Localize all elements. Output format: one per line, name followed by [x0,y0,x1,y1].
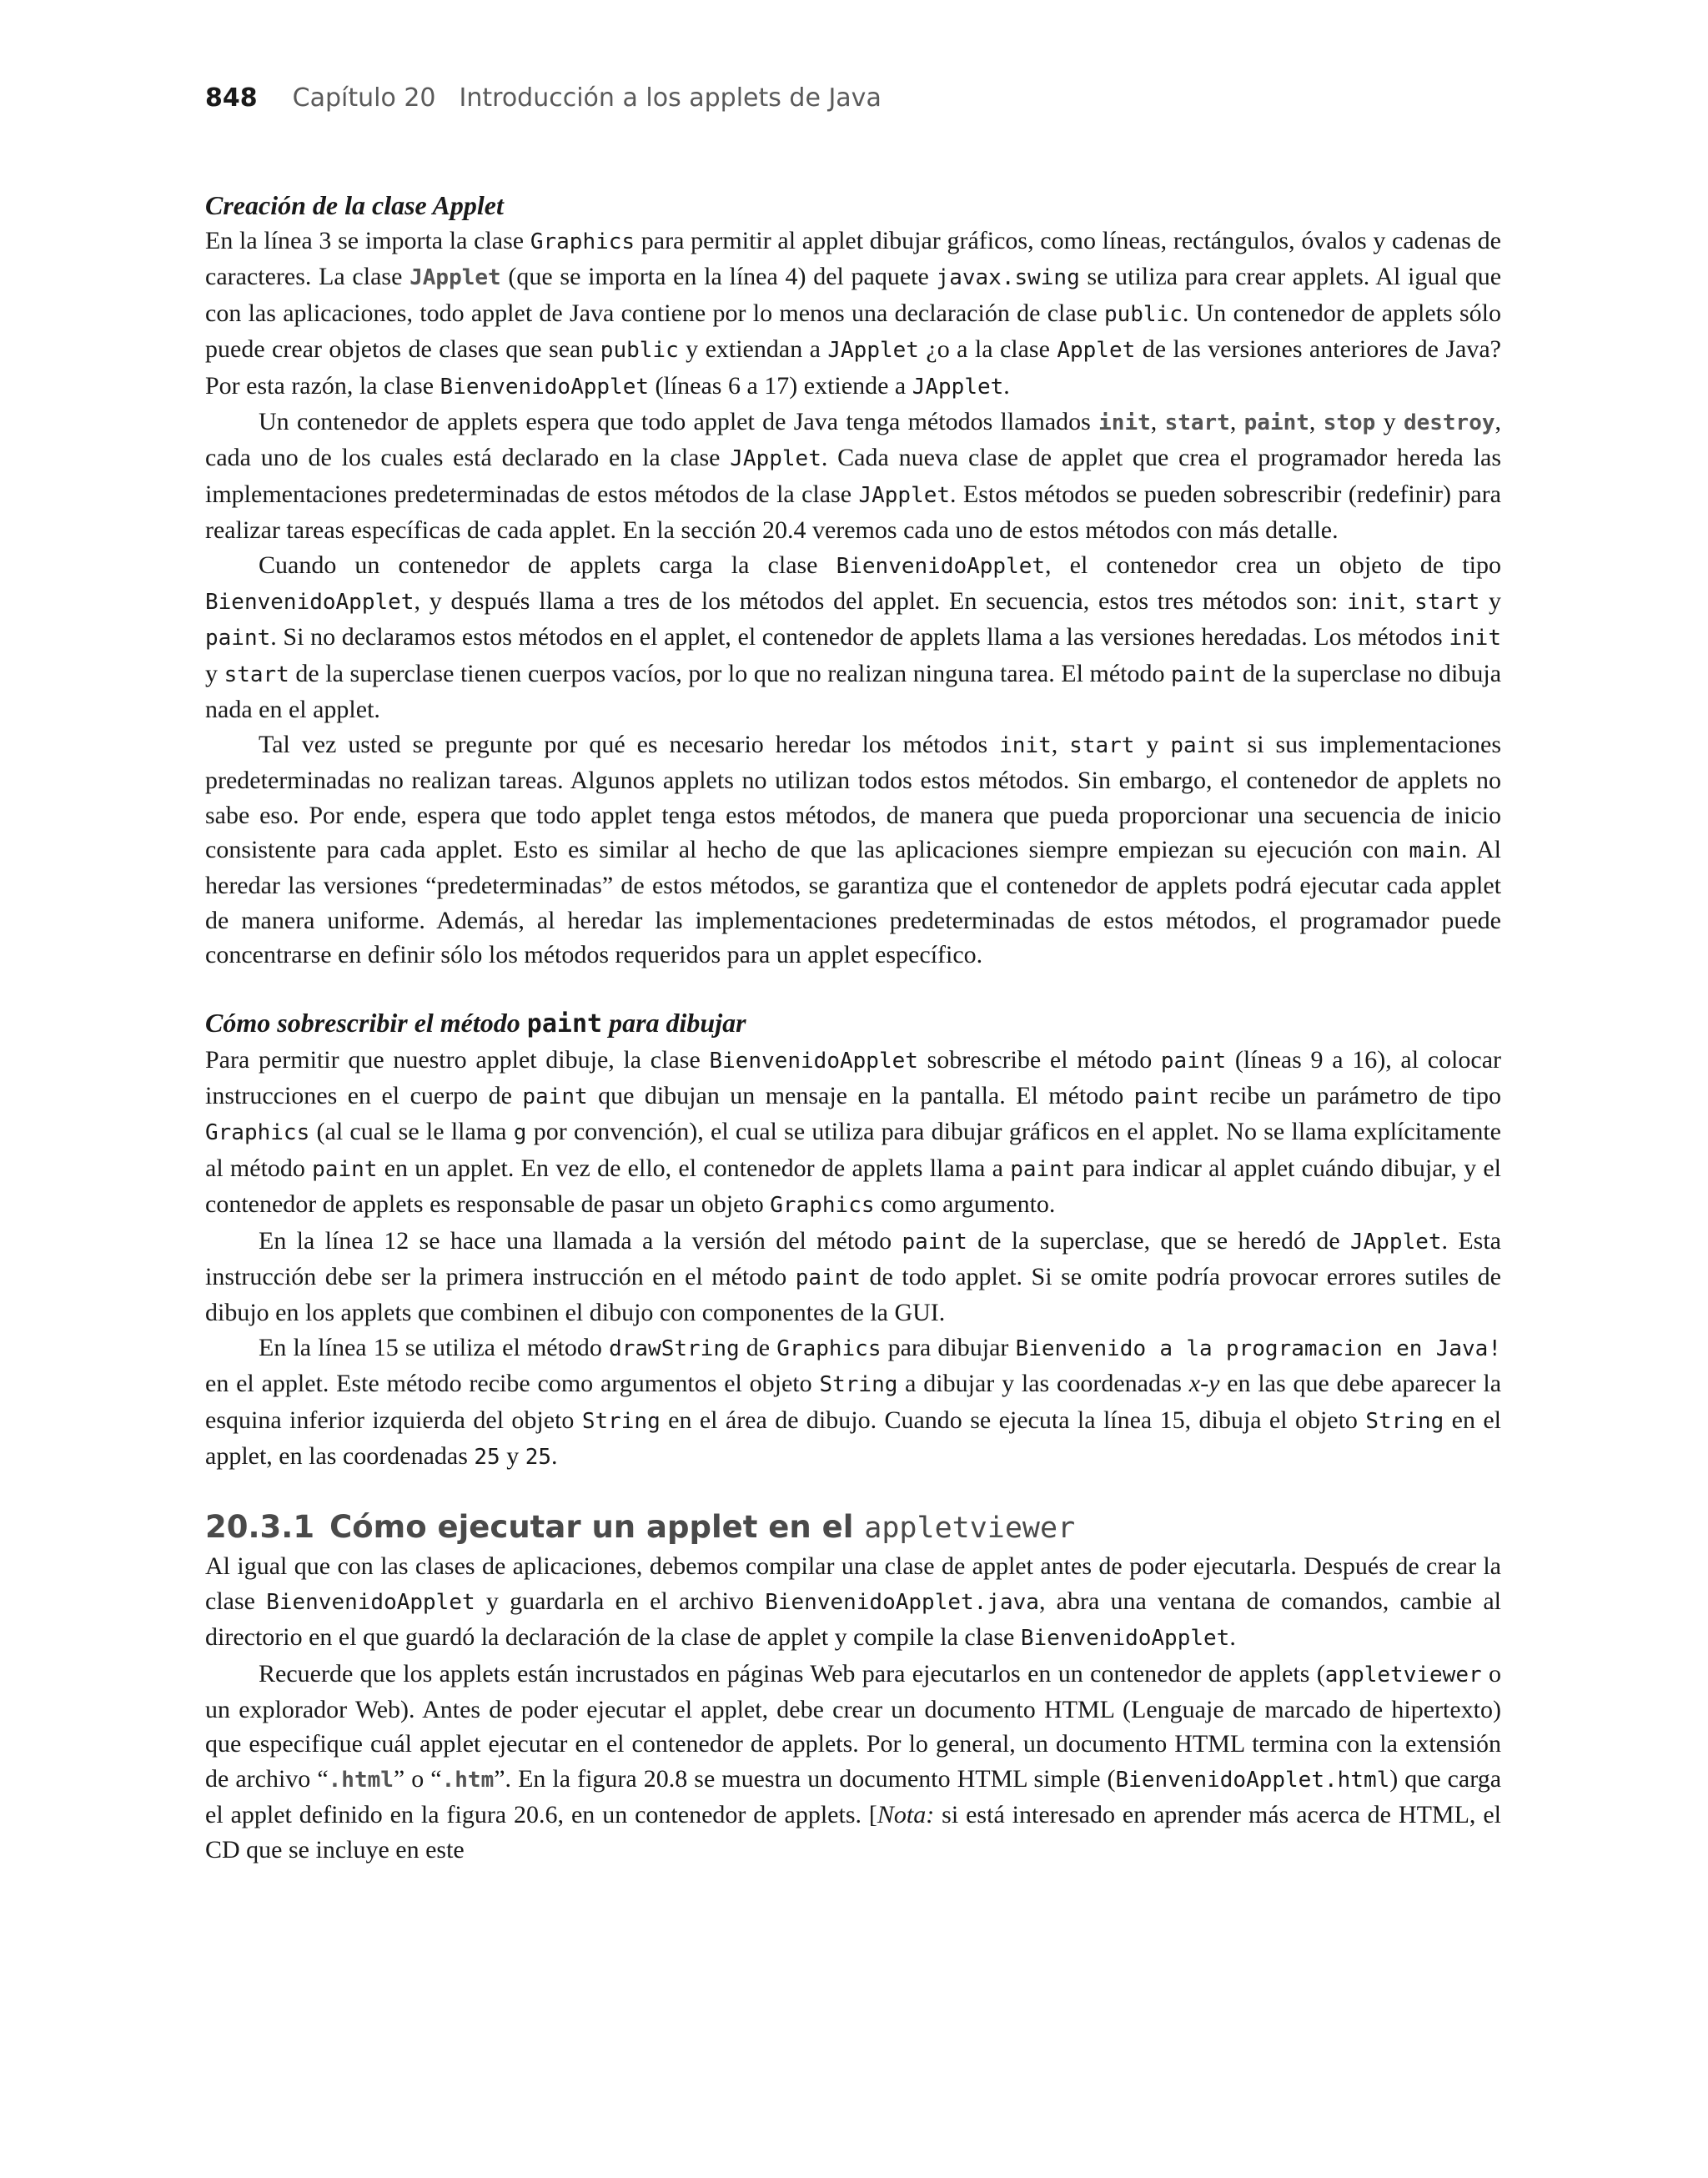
subsection-title-applet-class: Creación de la clase Applet [205,190,504,220]
page-number: 848 [205,83,258,113]
paragraph: Un contenedor de applets espera que todo applet de Java tenga métodos llamados init, start, paint, stop y destroy, cada uno de los cuales está declarado en la clase JApplet. Cada nueva clase de applet que crea el programador hereda las implementaciones predeterminadas de estos métodos de la clase JApplet. Estos métodos se pueden sobrescribir (redefinir) para realizar tareas específicas de cada applet. En la sección 20.4 veremos cada uno de estos métodos con más detalle. [205,408,1502,545]
paragraph: Al igual que con las clases de aplicaciones, debemos compilar una clase de applet antes de poder ejecutarla. Después de crear la clase BienvenidoApplet y guardarla en el archivo BienvenidoApplet.java, abra una ventana de comandos, cambie al directorio en el que guardó la declaración de la clase de applet y compile la clase BienvenidoApplet. [205,1552,1501,1652]
subsection-title-paint-method: Cómo sobrescribir el método paint para dibujar [205,1007,746,1039]
page-body [205,187,1501,1867]
section-heading-appletviewer: 20.3.1 Cómo ejecutar un applet en el appletviewer [205,1509,1076,1546]
spacer [205,973,1501,1004]
paragraph: En la línea 12 se hace una llamada a la versión del método paint de la superclase, que se heredó de JApplet. Esta instrucción debe ser la primera instrucción en el método paint de todo applet. Si se omite podría provocar errores sutiles de dibujo en los applets que combinen el dibujo con componentes de la GUI. [205,1226,1501,1327]
chapter-title: Introducción a los applets de Java [459,83,882,113]
chapter-label: Capítulo 20 [292,83,436,113]
paragraph: Recuerde que los applets están incrustados en páginas Web para ejecutarlos en un contenedor de applets (appletviewer o un explorador Web). Antes de poder ejecutar el applet, debe crear un documento HTML (Lenguaje de marcado de hipertexto) que especifique cuál applet ejecutar en el contenedor de applets. Por lo general, un documento HTML termina con la extensión de archivo “.html” o “.htm”. En la figura 20.8 se muestra un documento HTML simple (BienvenidoApplet.html) que carga el applet definido en la figura 20.6, en un contenedor de applets. [Nota: si está interesado en aprender más acerca de HTML, el CD que se incluye en este [205,1659,1502,1864]
spacer [205,1475,1501,1506]
paragraph: Cuando un contenedor de applets carga la clase BienvenidoApplet, el contenedor crea un objeto de tipo BienvenidoApplet, y después llama a tres de los métodos del applet. En secuencia, estos tres métodos son: init, start y paint. Si no declaramos estos métodos en el applet, el contenedor de applets llama a las versiones heredadas. Los métodos init y start de la superclase tienen cuerpos vacíos, por lo que no realizan ninguna tarea. El método paint de la superclase no dibuja nada en el applet. [205,551,1502,724]
paragraph: Tal vez usted se pregunte por qué es necesario heredar los métodos init, start y paint si sus implementaciones predeterminadas no realizan tareas. Algunos applets no utilizan todos estos métodos. Sin embargo, el contenedor de applets no sabe eso. Por ende, espera que todo applet tenga estos métodos, de manera que pueda proporcionar una secuencia de inicio consistente para cada applet. Esto es similar al hecho de que las aplicaciones siempre empiezan su ejecución con main. Al heredar las versiones “predeterminadas” de estos métodos, se garantiza que el contenedor de applets podrá ejecutar cada applet de manera uniforme. Además, al heredar las implementaciones predeterminadas de estos métodos, el programador puede concentrarse en definir sólo los métodos requeridos para un applet específico. [205,730,1502,969]
section-number: 20.3.1 [205,1509,315,1546]
paragraph: En la línea 15 se utiliza el método drawString de Graphics para dibujar Bienvenido a la programacion en Java! en el applet. Este método recibe como argumentos el objeto String a dibujar y las coordenadas x-y en las que debe aparecer la esquina inferior izquierda del objeto String en el área de dibujo. Cuando se ejecuta la línea 15, dibuja el objeto String en el applet, en las coordenadas 25 y 25. [205,1333,1502,1470]
running-header [205,83,882,113]
paragraph: Para permitir que nuestro applet dibuje, la clase BienvenidoApplet sobrescribe el método paint (líneas 9 a 16), al colocar instrucciones en el cuerpo de paint que dibujan un mensaje en la pantalla. El método paint recibe un parámetro de tipo Graphics (al cual se le llama g por convención), el cual se utiliza para dibujar gráficos en el applet. No se llama explícitamente al método paint en un applet. En vez de ello, el contenedor de applets llama a paint para indicar al applet cuándo dibujar, y el contenedor de applets es responsable de pasar un objeto Graphics como argumento. [205,1045,1501,1219]
paragraph: En la línea 3 se importa la clase Graphics para permitir al applet dibujar gráficos, como líneas, rectángulos, óvalos y cadenas de caracteres. La clase JApplet (que se importa en la línea 4) del paquete javax.swing se utiliza para crear applets. Al igual que con las aplicaciones, todo applet de Java contiene por lo menos una declaración de clase public. Un contenedor de applets sólo puede crear objetos de clases que sean public y extiendan a JApplet ¿o a la clase Applet de las versiones anteriores de Java? Por esta razón, la clase BienvenidoApplet (líneas 6 a 17) extiende a JApplet. [205,227,1502,400]
